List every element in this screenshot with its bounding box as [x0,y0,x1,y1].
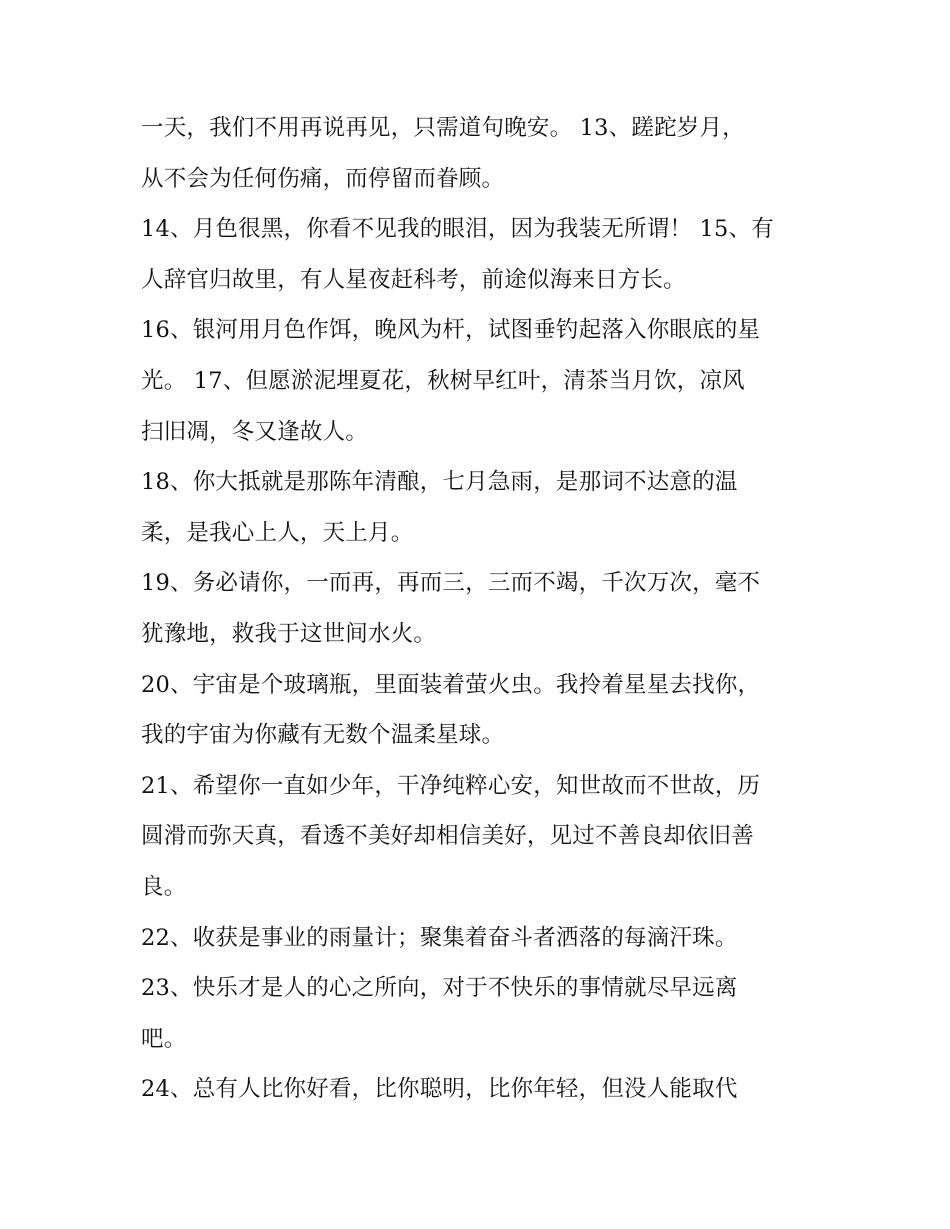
text-line: 19、务必请你，一而再，再而三，三而不竭，千次万次，毫不 [141,570,761,597]
text-line: 18、你大抵就是那陈年清酿，七月急雨，是那词不达意的温 [141,469,738,496]
text-line: 14、月色很黑，你看不见我的眼泪，因为我装无所谓！ 15、有 [141,216,774,243]
text-line: 一天，我们不用再说再见，只需道句晚安。 13、蹉跎岁月， [141,115,745,141]
text-line: 22、收获是事业的雨量计；聚集着奋斗者洒落的每滴汗珠。 [141,924,738,951]
text-line: 人辞官归故里，有人星夜赶科考，前途似海来日方长。 [141,266,686,293]
text-line: 21、希望你一直如少年，干净纯粹心安，知世故而不世故，历 [141,772,761,799]
document-text-body [141,103,821,1115]
text-line: 20、宇宙是个玻璃瓶，里面装着萤火虫。我拎着星星去找你， [141,671,761,698]
text-line: 犹豫地，救我于这世间水火。 [141,620,437,647]
text-line: 我的宇宙为你藏有无数个温柔星球。 [141,722,505,749]
text-line: 良。 [141,873,187,900]
text-line: 光。 17、但愿淤泥埋夏花，秋树早红叶，清茶当月饮，凉风 [141,367,745,394]
text-line: 柔，是我心上人，天上月。 [141,519,414,546]
text-line: 圆滑而弥天真，看透不美好却相信美好，见过不善良却依旧善 [141,823,754,850]
text-line: 23、快乐才是人的心之所向，对于不快乐的事情就尽早远离 [141,975,738,1002]
text-line: 扫旧凋，冬又逢故人。 [141,418,369,445]
text-line: 24、总有人比你好看，比你聪明，比你年轻，但没人能取代 [141,1076,738,1103]
text-line: 16、银河用月色作饵，晚风为杆，试图垂钓起落入你眼底的星 [141,317,761,344]
text-line: 从不会为任何伤痛，而停留而眷顾。 [141,165,505,192]
text-line: 吧。 [141,1025,187,1052]
